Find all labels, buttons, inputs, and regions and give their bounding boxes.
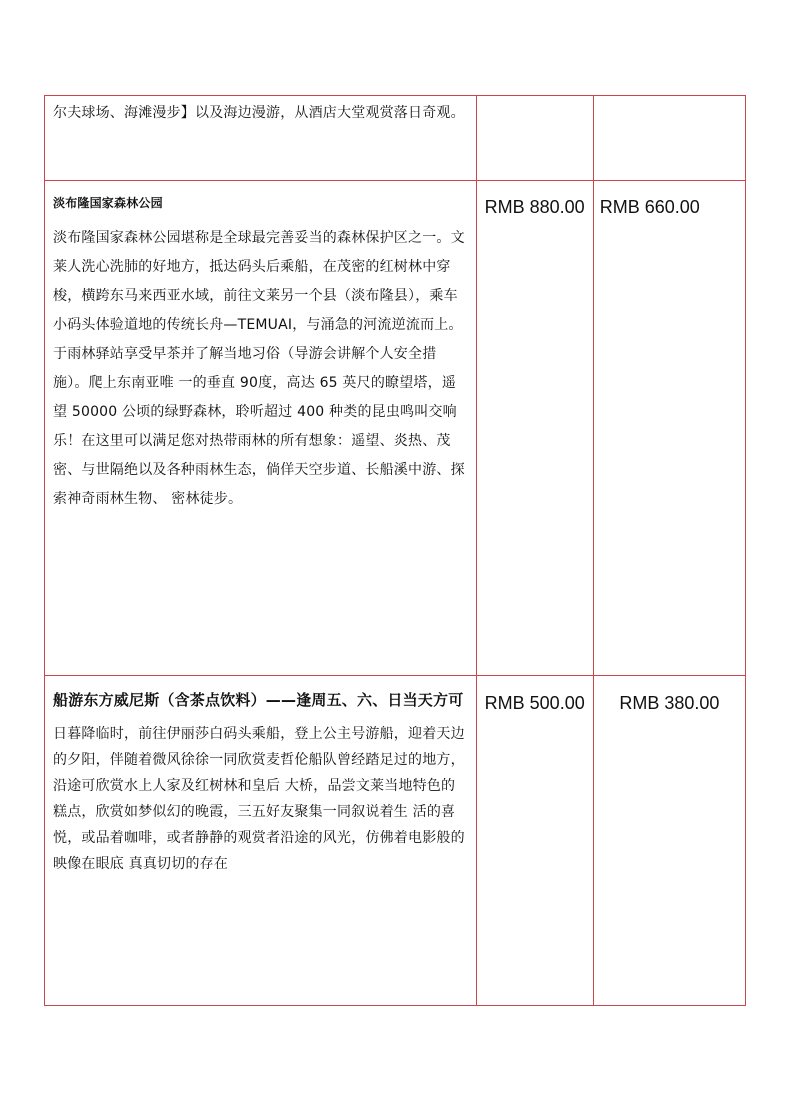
- price-rmb-discount: RMB 660.00: [599, 197, 700, 217]
- description-cell: [45, 181, 477, 676]
- table-row: [45, 181, 746, 676]
- price-cell: [476, 181, 593, 676]
- table-row: [45, 96, 746, 181]
- price-cell: [476, 676, 593, 1006]
- description-cell: [45, 676, 477, 1006]
- tour-title: 船游东方威尼斯（含茶点饮料）——逢周五、六、日当天方可: [53, 691, 464, 709]
- discount-price-cell: [593, 96, 745, 181]
- tour-title: 淡布隆国家森林公园: [53, 196, 163, 210]
- price-cell: [476, 96, 593, 181]
- tour-description: 淡布隆国家森林公园堪称是全球最完善妥当的森林保护区之一。文莱人洗心洗肺的好地方，抵达码头后乘船，在茂密的红树林中穿梭，横跨东马来西亚水域，前往文莱另一个县（淡布隆县），乘车小码头体验道地的传统长舟—TEMUAI，与涌急的河流逆流而上。于雨林驿站享受早茶并了解当地习俗（导游会讲解个人安全措施）。爬上东南亚唯 一的垂直 90度，高达 65 英尺的瞭望塔，遥望 50000 公顷的绿野森林，聆听超过 400 种类的昆虫鸣叫交响乐！在这里可以满足您对热带雨林的所有想象：遥望、炎热、茂密、与世隔绝以及各种雨林生态，倘佯天空步道、长船溪中游、探索神奇雨林生物、 密林徒步。: [53, 230, 465, 507]
- price-rmb: RMB 880.00: [484, 197, 585, 217]
- price-rmb-discount: RMB 380.00: [619, 693, 720, 713]
- tour-description: 尔夫球场、海滩漫步】以及海边漫游，从酒店大堂观赏落日奇观。: [53, 105, 465, 121]
- price-rmb-discount: [594, 96, 745, 102]
- price-rmb: RMB 500.00: [484, 693, 585, 713]
- discount-price-cell: [593, 181, 745, 676]
- price-rmb: [477, 96, 593, 102]
- table-row: [45, 676, 746, 1006]
- tour-price-table: [44, 95, 746, 1006]
- description-cell: [45, 96, 477, 181]
- discount-price-cell: [593, 676, 745, 1006]
- tour-description: 日暮降临时，前往伊丽莎白码头乘船，登上公主号游船，迎着天边的夕阳，伴随着微风徐徐一同欣赏麦哲伦船队曾经踏足过的地方，沿途可欣赏水上人家及红树林和皇后 大桥，品尝文莱当地特色的糕点，欣赏如梦似幻的晚霞，三五好友聚集一同叙说着生 活的喜悦，或品着咖啡，或者静静的观赏者沿途的风光，仿佛着电影般的映像在眼底 真真切切的存在: [53, 726, 465, 872]
